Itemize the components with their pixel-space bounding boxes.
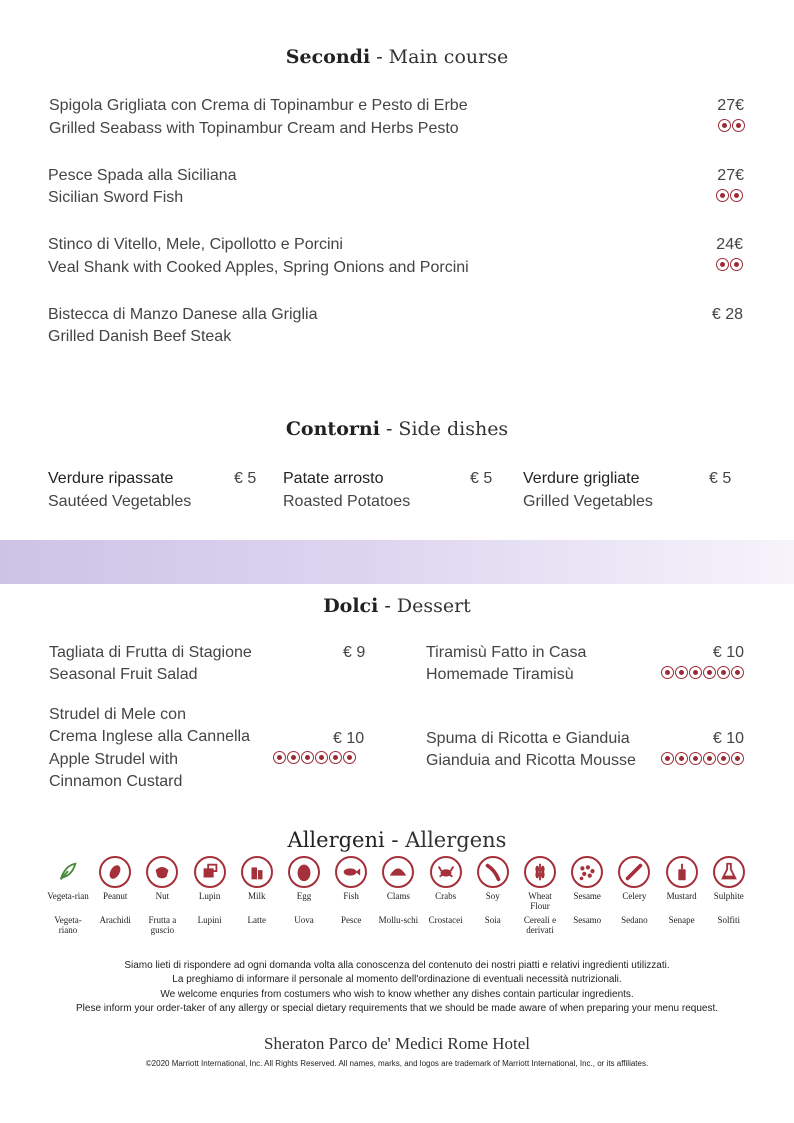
allergen-label-it: Lupini	[197, 915, 222, 925]
side-item-name-en: Roasted Potatoes	[283, 493, 411, 510]
egg-icon	[329, 751, 342, 764]
allergen-label-it: Mollu-schi	[378, 915, 419, 925]
allergen-label-it: Sesamo	[573, 915, 602, 925]
allergen-label-en: Sesame	[573, 891, 601, 901]
side-item-price: € 5	[234, 470, 257, 487]
egg-icon	[717, 666, 730, 679]
nut-icon	[689, 752, 702, 765]
allergen-item	[376, 856, 420, 925]
nut-icon	[146, 856, 178, 888]
allergen-label-it: Crostacei	[428, 915, 463, 925]
allergen-label-en: Lupin	[198, 891, 221, 901]
allergen-label-en: Wheat Flour	[528, 891, 552, 911]
dessert-name-it: Spuma di Ricotta e Gianduia	[426, 730, 630, 747]
allergen-label-en: Peanut	[102, 891, 128, 901]
nut-icon	[689, 666, 702, 679]
milk-icon	[718, 119, 731, 132]
sulphite-icon	[730, 189, 743, 202]
allergen-icons	[716, 189, 743, 202]
allergen-label-en: Sulphite	[713, 891, 744, 901]
menu-item-price: 27€	[717, 167, 744, 184]
section-title-contorni: Contorni - Side dishes	[285, 418, 509, 440]
mustard-icon	[666, 856, 698, 888]
allergen-label-it: Frutta a guscio	[148, 915, 177, 935]
side-item-name-it: Patate arrosto	[283, 470, 384, 487]
allergen-icons	[661, 752, 744, 765]
section-title-secondi: Secondi - Main course	[285, 46, 509, 68]
milk-icon	[241, 856, 273, 888]
allergen-label-it: Soia	[484, 915, 501, 925]
allergen-label-it: Cereali e derivati	[523, 915, 557, 935]
lupin-icon	[315, 751, 328, 764]
dessert-name-en: Homemade Tiramisù	[426, 666, 574, 683]
menu-item-name-it: Pesce Spada alla Siciliana	[48, 167, 237, 184]
allergen-label-en: Vegeta-rian	[47, 891, 89, 901]
side-item-name-en: Grilled Vegetables	[523, 493, 653, 510]
allergen-item	[518, 856, 562, 935]
allergen-item	[140, 856, 184, 935]
section-title-dolci: Dolci - Dessert	[323, 595, 471, 617]
allergen-item	[188, 856, 232, 925]
dessert-name-en: Seasonal Fruit Salad	[49, 666, 198, 683]
side-item-name-en: Sautéed Vegetables	[48, 493, 192, 510]
allergen-icons	[273, 751, 356, 764]
wheat-icon	[524, 856, 556, 888]
dessert-name-it: Tiramisù Fatto in Casa	[426, 644, 587, 661]
menu-item-name-en: Grilled Danish Beef Steak	[48, 328, 232, 345]
egg-icon	[288, 856, 320, 888]
dessert-name-it: Tagliata di Frutta di Stagione	[49, 644, 252, 661]
side-item-name-it: Verdure ripassate	[48, 470, 174, 487]
allergen-label-en: Egg	[296, 891, 312, 901]
wheat-icon	[731, 666, 744, 679]
peanut-icon	[675, 752, 688, 765]
decorative-band	[0, 540, 794, 584]
allergen-label-en: Celery	[622, 891, 647, 901]
menu-item-name-it: Stinco di Vitello, Mele, Cipollotto e Porcini	[48, 236, 343, 253]
menu-item-name-en: Sicilian Sword Fish	[48, 189, 184, 206]
section-title-allergens: Allergeni - Allergens	[287, 828, 507, 852]
allergen-item	[471, 856, 515, 925]
allergen-item	[235, 856, 279, 925]
menu-item-price: 24€	[716, 236, 743, 253]
peanut-icon	[675, 666, 688, 679]
milk-icon	[273, 751, 286, 764]
vegetarian-leaf-icon	[52, 856, 84, 888]
allergen-label-it: Senape	[668, 915, 695, 925]
peanut-icon	[99, 856, 131, 888]
allergen-label-en: Soy	[485, 891, 500, 901]
allergen-label-en: Mustard	[666, 891, 697, 901]
allergen-label-it: Arachidi	[99, 915, 131, 925]
dessert-price: € 9	[343, 644, 366, 661]
dessert-name-en: Cinnamon Custard	[49, 773, 183, 790]
fish-icon	[732, 119, 745, 132]
wheat-icon	[731, 752, 744, 765]
menu-item-name-en: Grilled Seabass with Topinambur Cream and Herbs Pesto	[49, 120, 459, 137]
allergen-label-it: Latte	[247, 915, 267, 925]
allergen-item	[46, 856, 90, 935]
allergen-label-it: Solfiti	[717, 915, 741, 925]
copyright: ©2020 Marriott International, Inc. All Rights Reserved. All names, marks, and logos are trademark of Marriott International, Inc., or its affiliates.	[145, 1059, 649, 1068]
note-line: Plese inform your order-taker of any allergy or special dietary requirements that we should be made aware of when preparing your menu request.	[76, 1003, 718, 1014]
sulphite-icon	[730, 258, 743, 271]
fish-icon	[716, 189, 729, 202]
egg-icon	[717, 752, 730, 765]
allergen-item	[282, 856, 326, 925]
allergen-icons	[718, 119, 745, 132]
allergen-item	[329, 856, 373, 925]
sulphite-icon	[713, 856, 745, 888]
dessert-name-en: Apple Strudel with	[49, 751, 178, 768]
dessert-name-en: Gianduia and Ricotta Mousse	[426, 752, 636, 769]
menu-item-name-it: Spigola Grigliata con Crema di Topinambur e Pesto di Erbe	[49, 97, 468, 114]
sesame-icon	[571, 856, 603, 888]
allergen-label-en: Clams	[386, 891, 410, 901]
menu-item-name-en: Veal Shank with Cooked Apples, Spring Onions and Porcini	[48, 259, 469, 276]
allergen-label-en: Fish	[343, 891, 359, 901]
menu-item-price: 27€	[717, 97, 744, 114]
dessert-name-it: Strudel di Mele con	[49, 706, 186, 723]
side-item-name-it: Verdure grigliate	[523, 470, 640, 487]
allergen-label-en: Milk	[248, 891, 266, 901]
allergen-item	[660, 856, 704, 925]
crab-icon	[430, 856, 462, 888]
celery-icon	[618, 856, 650, 888]
soy-icon	[477, 856, 509, 888]
dessert-name-it: Crema Inglese alla Cannella	[49, 728, 250, 745]
fish-icon	[335, 856, 367, 888]
lupin-icon	[703, 666, 716, 679]
allergen-icons	[661, 666, 744, 679]
lupin-icon	[194, 856, 226, 888]
menu-item-name-it: Bistecca di Manzo Danese alla Griglia	[48, 306, 318, 323]
dessert-price: € 10	[712, 644, 744, 661]
side-item-price: € 5	[709, 470, 732, 487]
allergen-icons	[716, 258, 743, 271]
allergen-item	[612, 856, 656, 925]
menu-item-price: € 28	[711, 306, 743, 323]
dessert-price: € 10	[712, 730, 744, 747]
lupin-icon	[703, 752, 716, 765]
peanut-icon	[287, 751, 300, 764]
allergen-label-it: Uova	[294, 915, 314, 925]
note-line: Siamo lieti di rispondere ad ogni domanda volta alla conoscenza del contenuto dei nostri piatti e relativi ingredienti utilizzati.	[124, 960, 670, 971]
allergen-label-en: Nut	[155, 891, 170, 901]
allergen-label-it: Pesce	[340, 915, 362, 925]
allergen-item	[565, 856, 609, 925]
allergen-item	[707, 856, 751, 925]
milk-icon	[661, 752, 674, 765]
allergen-item	[93, 856, 137, 925]
allergen-item	[424, 856, 468, 925]
dessert-price: € 10	[333, 730, 365, 747]
clams-icon	[382, 856, 414, 888]
side-item-price: € 5	[470, 470, 493, 487]
allergen-label-it: Sedano	[621, 915, 648, 925]
hotel-name: Sheraton Parco de' Medici Rome Hotel	[263, 1034, 531, 1053]
milk-icon	[661, 666, 674, 679]
allergen-label-it: Vegeta-riano	[54, 915, 82, 935]
allergen-label-en: Crabs	[435, 891, 457, 901]
note-line: La preghiamo di informare il personale al momento dell'ordinazione di eventuali necessità nutrizionali.	[172, 974, 622, 985]
wheat-icon	[343, 751, 356, 764]
note-line: We welcome enquries from costumers who wish to know whether any dishes contain particular ingredients.	[160, 989, 634, 1000]
celery-icon	[716, 258, 729, 271]
nut-icon	[301, 751, 314, 764]
